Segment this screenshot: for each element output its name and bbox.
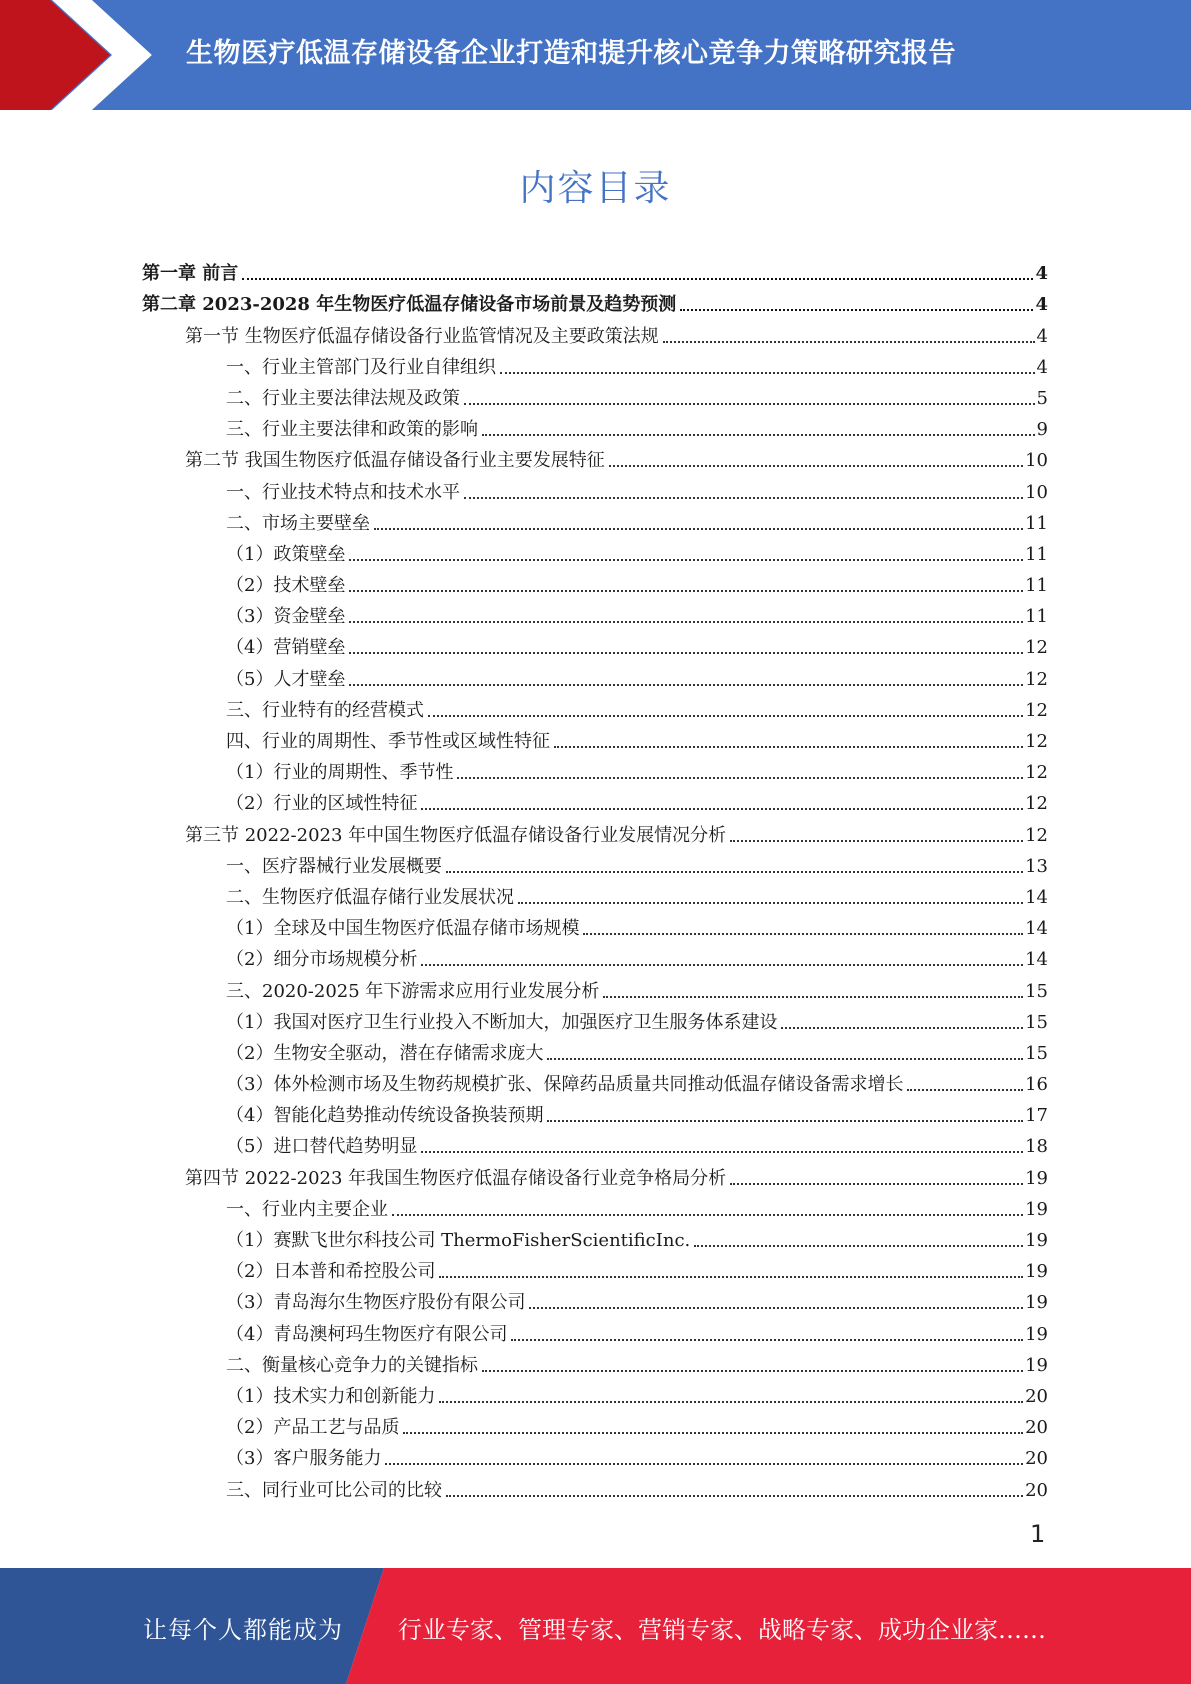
toc-entry-page: 15	[1025, 1011, 1048, 1033]
page-number: 1	[1030, 1520, 1046, 1548]
toc-entry[interactable]	[142, 1409, 1048, 1440]
toc-entry-page: 4	[1036, 325, 1048, 347]
toc-dot-leader	[730, 1182, 1023, 1185]
toc-entry-page: 19	[1025, 1198, 1048, 1220]
toc-dot-leader	[421, 1150, 1023, 1153]
toc-dot-leader	[374, 527, 1023, 530]
toc-entry-label: 三、同行业可比公司的比较	[226, 1479, 442, 1501]
toc-entry[interactable]	[142, 692, 1048, 723]
toc-entry-label: （1）我国对医疗卫生行业投入不断加大，加强医疗卫生服务体系建设	[226, 1011, 778, 1033]
toc-entry-page: 14	[1025, 886, 1048, 908]
toc-entry-label: （4）青岛澳柯玛生物医疗有限公司	[226, 1323, 508, 1345]
toc-entry-label: （2）生物安全驱动，潜在存储需求庞大	[226, 1042, 544, 1064]
toc-dot-leader	[547, 1119, 1023, 1122]
toc-entry[interactable]	[142, 442, 1048, 473]
toc-entry-page: 20	[1025, 1417, 1048, 1439]
toc-entry[interactable]	[142, 473, 1048, 504]
toc-entry-page: 12	[1025, 793, 1048, 815]
toc-dot-leader	[547, 1057, 1023, 1060]
toc-entry-page: 12	[1025, 668, 1048, 690]
toc-entry-label: 第二节 我国生物医疗低温存储设备行业主要发展特征	[185, 450, 605, 472]
toc-dot-leader	[349, 558, 1023, 561]
toc-dot-leader	[385, 1462, 1023, 1465]
toc-dot-leader	[694, 1244, 1023, 1247]
toc-dot-leader	[663, 340, 1035, 343]
toc-entry-page: 10	[1025, 481, 1048, 503]
toc-entry-page: 11	[1025, 575, 1048, 597]
toc-dot-leader	[242, 277, 1033, 280]
toc-entry-label: （4）营销壁垒	[226, 637, 346, 659]
toc-entry-page: 20	[1025, 1479, 1048, 1501]
toc-entry-label: 二、衡量核心竞争力的关键指标	[226, 1354, 478, 1376]
toc-dot-leader	[781, 1026, 1023, 1029]
toc-dot-leader	[482, 1369, 1023, 1372]
report-title: 生物医疗低温存储设备企业打造和提升核心竞争力策略研究报告	[186, 38, 956, 69]
toc-dot-leader	[907, 1088, 1023, 1091]
toc-entry[interactable]	[142, 505, 1048, 536]
toc-entry[interactable]	[142, 1440, 1048, 1471]
toc-entry[interactable]	[142, 660, 1048, 691]
toc-dot-leader	[464, 496, 1023, 499]
toc-entry[interactable]	[142, 317, 1048, 348]
toc-entry-label: （4）智能化趋势推动传统设备换装预期	[226, 1105, 544, 1127]
toc-entry-page: 10	[1025, 450, 1048, 472]
toc-entry-label: （2）产品工艺与品质	[226, 1417, 400, 1439]
toc-entry-page: 14	[1025, 918, 1048, 940]
toc-entry[interactable]	[142, 1035, 1048, 1066]
toc-entry[interactable]	[142, 848, 1048, 879]
toc-entry[interactable]	[142, 598, 1048, 629]
toc-dot-leader	[609, 464, 1023, 467]
toc-entry-page: 20	[1025, 1448, 1048, 1470]
toc-entry[interactable]	[142, 1471, 1048, 1502]
toc-dot-leader	[730, 839, 1023, 842]
toc-entry-page: 12	[1025, 762, 1048, 784]
toc-entry-label: （3）客户服务能力	[226, 1448, 382, 1470]
toc-entry[interactable]	[142, 1284, 1048, 1315]
toc-entry-page: 19	[1025, 1261, 1048, 1283]
toc-entry-label: 二、市场主要壁垒	[226, 512, 370, 534]
toc-dot-leader	[403, 1431, 1023, 1434]
toc-heading: 内容目录	[519, 168, 672, 209]
toc-entry-label: 一、行业主管部门及行业自律组织	[226, 356, 496, 378]
toc-entry-page: 11	[1025, 606, 1048, 628]
toc-entry[interactable]	[142, 1066, 1048, 1097]
toc-entry[interactable]	[142, 1159, 1048, 1190]
toc-entry-label: 第一节 生物医疗低温存储设备行业监管情况及主要政策法规	[185, 325, 659, 347]
toc-entry[interactable]	[142, 629, 1048, 660]
toc-dot-leader	[421, 807, 1023, 810]
toc-entry[interactable]	[142, 785, 1048, 816]
toc-entry-page: 12	[1025, 699, 1048, 721]
toc-dot-leader	[349, 651, 1023, 654]
toc-dot-leader	[439, 1400, 1023, 1403]
toc-dot-leader	[511, 1338, 1023, 1341]
toc-entry-label: （5）进口替代趋势明显	[226, 1136, 418, 1158]
toc-entry[interactable]	[142, 255, 1048, 286]
footer-slogan-right: 行业专家、管理专家、营销专家、战略专家、成功企业家……	[398, 1616, 1046, 1644]
toc-dot-leader	[603, 995, 1023, 998]
toc-entry-page: 19	[1025, 1292, 1048, 1314]
toc-entry[interactable]	[142, 567, 1048, 598]
toc-dot-leader	[392, 1213, 1023, 1216]
toc-entry-page: 19	[1025, 1167, 1048, 1189]
toc-entry[interactable]	[142, 1347, 1048, 1378]
footer-band	[0, 1568, 1191, 1684]
toc-dot-leader	[457, 776, 1023, 779]
toc-dot-leader	[529, 1306, 1023, 1309]
toc-entry-label: 第一章 前言	[142, 263, 239, 285]
toc-entry-page: 12	[1025, 824, 1048, 846]
toc-entry[interactable]	[142, 349, 1048, 380]
toc-dot-leader	[349, 589, 1023, 592]
toc-dot-leader	[518, 901, 1023, 904]
toc-entry[interactable]	[142, 1191, 1048, 1222]
toc-dot-leader	[349, 683, 1023, 686]
toc-entry-page: 15	[1025, 980, 1048, 1002]
toc-entry[interactable]	[142, 941, 1048, 972]
toc-entry-label: 第三节 2022-2023 年中国生物医疗低温存储设备行业发展情况分析	[185, 824, 727, 846]
toc-entry[interactable]	[142, 1253, 1048, 1284]
toc-entry-label: （2）技术壁垒	[226, 575, 346, 597]
toc-dot-leader	[428, 714, 1023, 717]
toc-dot-leader	[500, 371, 1035, 374]
toc-dot-leader	[583, 932, 1023, 935]
toc-entry-label: 二、行业主要法律法规及政策	[226, 387, 460, 409]
report-header-band	[0, 0, 1191, 110]
toc-entry[interactable]	[142, 1315, 1048, 1346]
toc-entry-page: 12	[1025, 637, 1048, 659]
toc-entry-page: 14	[1025, 949, 1048, 971]
toc-entry[interactable]	[142, 1097, 1048, 1128]
toc-entry-label: 三、行业主要法律和政策的影响	[226, 419, 478, 441]
toc-entry-page: 4	[1035, 263, 1048, 285]
toc-entry[interactable]	[142, 536, 1048, 567]
toc-entry-page: 15	[1025, 1042, 1048, 1064]
toc-entry-label: （3）体外检测市场及生物药规模扩张、保障药品质量共同推动低温存储设备需求增长	[226, 1074, 904, 1096]
toc-entry-page: 19	[1025, 1323, 1048, 1345]
toc-dot-leader	[349, 620, 1023, 623]
toc-entry-page: 17	[1025, 1105, 1048, 1127]
toc-entry-page: 19	[1025, 1354, 1048, 1376]
toc-entry-page: 20	[1025, 1385, 1048, 1407]
toc-entry-label: （2）行业的区域性特征	[226, 793, 418, 815]
toc-entry-label: （2）细分市场规模分析	[226, 949, 418, 971]
toc-entry-label: （1）技术实力和创新能力	[226, 1385, 436, 1407]
toc-entry-label: 第四节 2022-2023 年我国生物医疗低温存储设备行业竞争格局分析	[185, 1167, 727, 1189]
toc-entry[interactable]	[142, 910, 1048, 941]
toc-entry-page: 18	[1025, 1136, 1048, 1158]
toc-entry-page: 5	[1036, 387, 1048, 409]
toc-entry[interactable]	[142, 380, 1048, 411]
toc-entry[interactable]	[142, 411, 1048, 442]
toc-entry-label: 一、医疗器械行业发展概要	[226, 855, 442, 877]
toc-entry-label: （1）政策壁垒	[226, 543, 346, 565]
toc-entry-label: （3）青岛海尔生物医疗股份有限公司	[226, 1292, 526, 1314]
table-of-contents	[142, 255, 1048, 1503]
toc-entry[interactable]	[142, 1128, 1048, 1159]
toc-entry[interactable]	[142, 286, 1048, 317]
toc-entry-page: 11	[1025, 512, 1048, 534]
toc-entry-label: （3）资金壁垒	[226, 606, 346, 628]
toc-entry-page: 11	[1025, 543, 1048, 565]
toc-dot-leader	[482, 433, 1035, 436]
toc-entry-label: （1）赛默飞世尔科技公司 ThermoFisherScientificInc.	[226, 1230, 691, 1251]
toc-entry-label: 一、行业内主要企业	[226, 1198, 388, 1220]
toc-entry-label: （1）全球及中国生物医疗低温存储市场规模	[226, 918, 580, 940]
toc-entry-label: 二、生物医疗低温存储行业发展状况	[226, 886, 514, 908]
toc-entry-page: 19	[1025, 1230, 1048, 1251]
toc-dot-leader	[464, 402, 1035, 405]
toc-entry-label: 三、2020-2025 年下游需求应用行业发展分析	[226, 980, 600, 1002]
toc-entry[interactable]	[142, 723, 1048, 754]
toc-dot-leader	[446, 870, 1023, 873]
toc-entry-page: 13	[1025, 855, 1048, 877]
footer-slogan-left: 让每个人都能成为	[143, 1616, 343, 1644]
toc-entry-page: 4	[1036, 356, 1048, 378]
toc-entry-label: （5）人才壁垒	[226, 668, 346, 690]
toc-entry[interactable]	[142, 816, 1048, 847]
toc-entry[interactable]	[142, 754, 1048, 785]
toc-dot-leader	[421, 963, 1023, 966]
toc-entry[interactable]	[142, 972, 1048, 1003]
toc-entry-label: 第二章 2023-2028 年生物医疗低温存储设备市场前景及趋势预测	[142, 294, 677, 316]
toc-dot-leader	[680, 308, 1033, 311]
toc-entry[interactable]	[142, 879, 1048, 910]
toc-dot-leader	[554, 745, 1023, 748]
toc-entry-page: 16	[1025, 1074, 1048, 1096]
toc-entry[interactable]	[142, 1378, 1048, 1409]
toc-dot-leader	[446, 1494, 1023, 1497]
toc-entry-page: 9	[1036, 419, 1048, 441]
toc-entry-label: （1）行业的周期性、季节性	[226, 762, 454, 784]
toc-entry-page: 12	[1025, 731, 1048, 752]
toc-entry-label: 三、行业特有的经营模式	[226, 699, 424, 721]
toc-entry-page: 4	[1035, 294, 1048, 316]
toc-entry[interactable]	[142, 1222, 1048, 1253]
toc-entry-label: 四、行业的周期性、季节性或区域性特征	[226, 731, 550, 752]
toc-entry[interactable]	[142, 1004, 1048, 1035]
toc-entry-label: （2）日本普和希控股公司	[226, 1261, 436, 1283]
toc-entry-label: 一、行业技术特点和技术水平	[226, 481, 460, 503]
toc-dot-leader	[439, 1275, 1023, 1278]
